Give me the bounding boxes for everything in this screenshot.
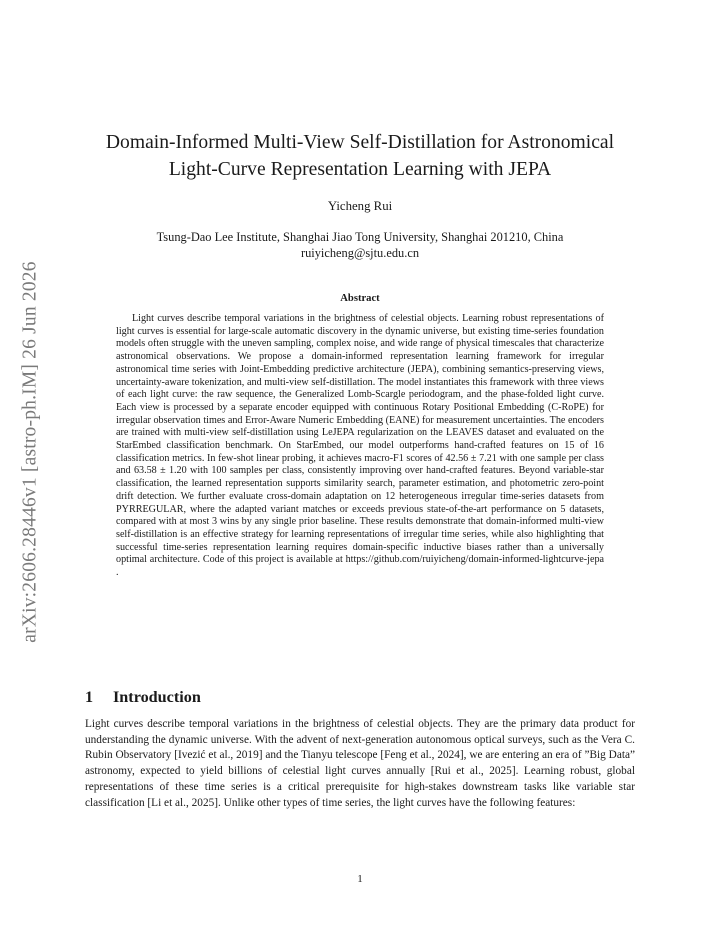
- section-title: Introduction: [113, 688, 201, 706]
- section-number: 1: [85, 688, 94, 706]
- author-name: Yicheng Rui: [327, 199, 393, 213]
- author-email: ruiyicheng@sjtu.edu.cn: [300, 246, 420, 260]
- arxiv-identifier-text: arXiv:2606.28446v1 [astro-ph.IM] 26 Jun 2026: [20, 261, 41, 643]
- author-affiliation: Tsung-Dao Lee Institute, Shanghai Jiao Tong University, Shanghai 201210, China: [156, 230, 564, 244]
- paper-title-line-2: Light-Curve Representation Learning with JEPA: [168, 159, 552, 180]
- abstract-text: Light curves describe temporal variations in the brightness of celestial objects. Learning robust representations of light curves is essential for large-scale automatic discovery in the dynamic universe, but existing time-series foundation models often struggle with the uneven sampling, complex noise, and wide range of physical timescales that characterize astronomical observations. We propose a domain-informed representation learning framework for irregular astronomical time series with Joint-Embedding predictive architecture (JEPA), combining semantics-preserving views, uncertainty-aware tokenization, and multi-view self-distillation. The model instantiates this framework with three views of each light curve: the raw sequence, the Generalized Lomb-Scargle periodogram, and the phase-folded light curve. Each view is processed by a separate encoder equipped with continuous Rotary Positional Embedding (C-RoPE) for irregular observation times and Error-Aware Numeric Embedding (EANE) for measurement uncertainties. The encoders are trained with multi-view self-distillation using LeJEPA regularization on the LEAVES dataset and evaluated on the StarEmbed classification benchmark. On StarEmbed, our model outperforms hand-crafted features on 15 of 16 classification metrics. In few-shot linear probing, it achieves macro-F1 scores of 42.56 ± 7.21 with one sample per class and 63.58 ± 1.20 with 100 samples per class, consistently improving over hand-crafted features. Beyond variable-star classification, the learned representation supports similarity search, parameter estimation, and photometric zero-point drift detection. We further evaluate cross-domain adaptation on 12 heterogeneous irregular time-series datasets from PYRREGULAR, where the adapted variant matches or exceeds previous state-of-the-art performance on 5 datasets, compared with at most 3 wins by any single prior baseline. These results demonstrate that domain-informed multi-view self-distillation is an effective strategy for learning representations of irregular time series, while also highlighting that successful time-series representation learning requires domain-specific inductive biases rather than a universally optimal architecture. Code of this project is available at https://github.com/ruiyicheng/domain-informed-lightcurve-jepa .: [116, 313, 604, 579]
- paper-title: [90, 129, 630, 183]
- intro-paragraph: Light curves describe temporal variations in the brightness of celestial objects. They are the primary data product for understanding the dynamic universe. With the advent of next-generation autonomous optical surveys, such as the Vera C. Rubin Observatory [Ivezić et al., 2019] and the Tianyu telescope [Feng et al., 2024], we are entering an era of ”Big Data” astronomy, expected to yield billions of celestial light curves annually [Rui et al., 2025]. Learning robust, global representations of these time series is a critical prerequisite for high-stakes downstream tasks like variable star classification [Li et al., 2025]. Unlike other types of time series, the light curves have the following features:: [85, 718, 635, 809]
- page-number: 1: [357, 873, 363, 885]
- abstract-heading: Abstract: [340, 293, 380, 304]
- section-heading: [85, 687, 201, 707]
- paper-title-line-1: Domain-Informed Multi-View Self-Distillation for Astronomical: [105, 132, 615, 153]
